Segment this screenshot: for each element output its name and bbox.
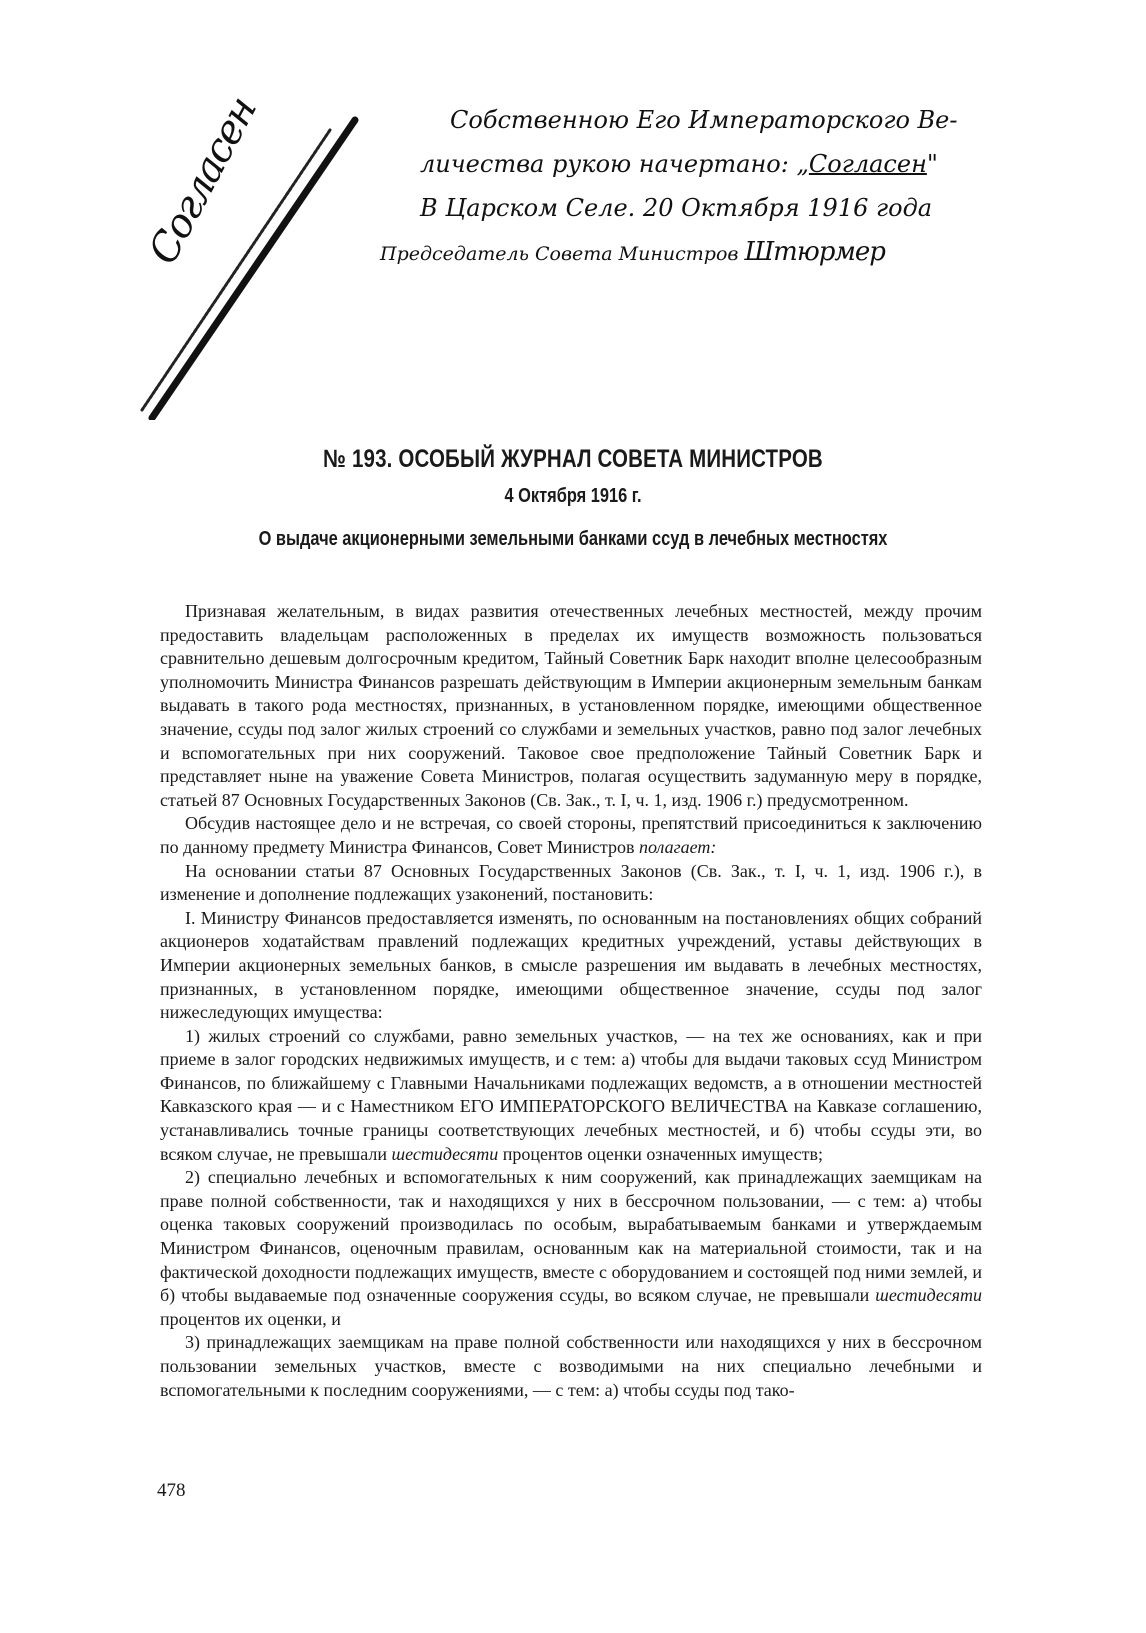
- page-number: 478: [157, 1480, 186, 1501]
- paragraph: На основании статьи 87 Основных Государственных Законов (Св. Зак., т. I, ч. 1, изд. 1906 г.), в изменение и дополнение подлежащих узаконений, постановить:: [160, 860, 982, 905]
- document-title: № 193. ОСОБЫЙ ЖУРНАЛ СОВЕТА МИНИСТРОВ: [323, 445, 823, 473]
- paragraph-text: процентов оценки означенных имуществ;: [498, 1143, 824, 1164]
- resolution-word: Согласен: [140, 90, 266, 272]
- paragraph-text: Обсудив настоящее дело и не встречая, со своей стороны, препятствий присоединиться к заключению по данному предмету Министра Финансов, Совет Министров: [160, 813, 982, 857]
- paragraph: 3) принадлежащих заемщикам на праве полной собственности или находящихся у них в бессрочном пользовании земельных участков, вместе с возводимыми на них специально лечебными и вспомогательными к последним сооружениями, — с тем: а) чтобы ссуды под тако-: [160, 1332, 982, 1400]
- paragraph-text: процентов их оценки, и: [160, 1308, 341, 1329]
- paragraph-text: 1) жилых строений со службами, равно земельных участков, — на тех же основаниях, как и при приеме в залог городских недвижимых имуществ, и с тем: а) чтобы для выдачи таковых ссуд Министром Финансов, по ближайшему с Главными Начальниками подлежащих ведомств, а в отношении местностей Кавказского края — и с Наместником ЕГО ИМПЕРАТОРСКОГО ВЕЛИЧЕСТВА на Кавказе соглашению, устанавливались точные границы соответствующих лечебных местностей, и б) чтобы ссуды эти, во всяком случае, не превышали: [160, 1025, 982, 1164]
- paragraph-text: 2) специально лечебных и вспомогательных к ним сооружений, как принадлежащих заемщикам на праве полной собственности, так и находящихся у них в бессрочном пользовании, — с тем: а) чтобы оценка таковых сооружений производилась по особым, вырабатываемым банками и утверждаемым Министром Финансов, оценочным правилам, основанным как на материальной стоимости, так и на фактической доходности подлежащих имуществ, вместе с оборудованием и состоящей под ними землей, и б) чтобы выдаваемые под означенные сооружения ссуды, во всяком случае, не превышали: [160, 1167, 982, 1306]
- paragraph: [160, 1166, 982, 1331]
- paragraph: [160, 812, 982, 859]
- document-body: [160, 600, 982, 1402]
- paragraph-italic: шестидесяти: [391, 1143, 499, 1164]
- handwritten-note-line: Собственною Его Императорского Ве-: [450, 106, 958, 134]
- paragraph: I. Министру Финансов предоставляется изменять, по основанным на постановлениях общих собраний акционеров ходатайствам правлений подлежащих кредитных учреждений, уставы действующих в Империи акционерных земельных банков, в смысле разрешения им выдавать в лечебных местностях, признанных, в установленном порядке, имеющими общественное значение, ссуды под залог нижеследующих имущества:: [160, 907, 982, 1023]
- document-date: 4 Октября 1916 г.: [504, 485, 642, 507]
- handwritten-quoted-word: Согласен: [808, 150, 927, 178]
- handwritten-signature: Штюрмер: [744, 237, 885, 267]
- paragraph: [160, 1025, 982, 1167]
- paragraph: Признавая желательным, в видах развития отечественных лечебных местностей, между прочим предоставить владельцам расположенных в пределах их имуществ возможность пользоваться сравнительно дешевым долгосрочным кредитом, Тайный Советник Барк находит вполне целесообразным уполномочить Министра Финансов разрешать действующим в Империи акционерным земельным банкам выдавать в такого рода местностях, признанных, в установленном порядке, имеющими общественное значение, ссуды под залог жилых строений со службами и земельных участков, равно под залог лечебных и вспомогательных при них сооружений. Таковое свое предположение Тайный Советник Барк и представляет ныне на уважение Совета Министров, полагая осуществить задуманную меру в порядке, статьей 87 Основных Государственных Законов (Св. Зак., т. I, ч. 1, изд. 1906 г.) предусмотренном.: [160, 601, 982, 810]
- handwritten-note-line: [380, 142, 1000, 186]
- handwritten-resolution: [140, 90, 370, 420]
- paragraph-italic: полагает:: [638, 836, 717, 857]
- paragraph-italic: шестидесяти: [875, 1285, 982, 1306]
- handwritten-note-text: личества рукою начертано: „: [420, 150, 809, 178]
- handwritten-note-text: Председатель Совета Министров: [380, 243, 739, 265]
- document-subtitle: О выдаче акционерными земельными банками ссуд в лечебных местностях: [258, 528, 888, 550]
- handwritten-note-line: [380, 230, 1000, 276]
- handwritten-quote-close: ": [926, 150, 938, 178]
- handwritten-note: [380, 98, 1000, 276]
- handwritten-note-line: В Царском Селе. 20 Октября 1916 года: [420, 194, 933, 222]
